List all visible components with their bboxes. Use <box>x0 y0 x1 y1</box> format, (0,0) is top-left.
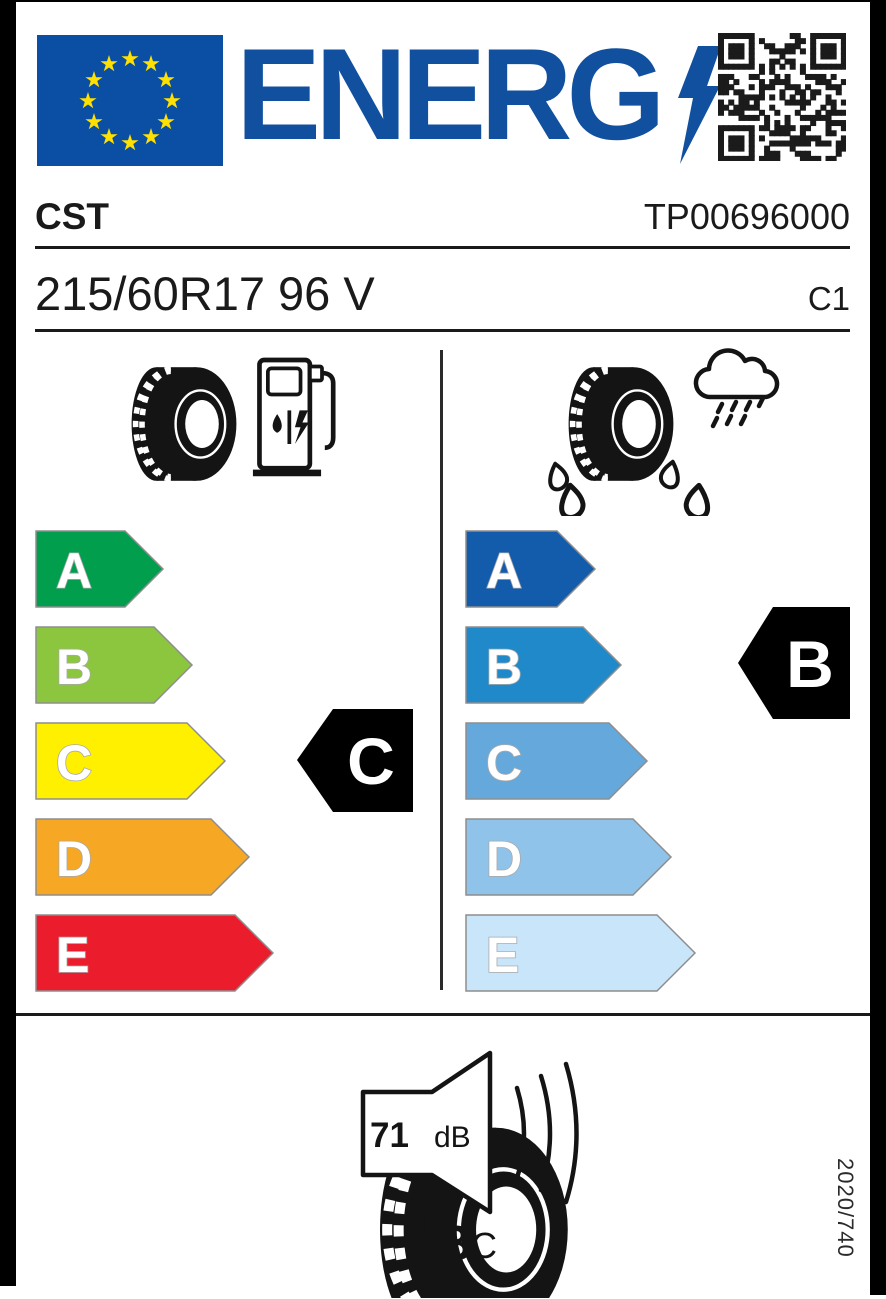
divider-line <box>35 246 850 249</box>
fuel-rating-badge <box>297 708 414 813</box>
noise-class-c: C <box>471 1225 497 1266</box>
brand-row <box>35 196 850 238</box>
label-border-left <box>0 0 16 1286</box>
tire-class: C1 <box>807 280 850 317</box>
svg-text:E: E <box>486 927 520 983</box>
noise-section <box>280 1048 690 1298</box>
tire-size: 215/60R17 96 V <box>35 267 375 320</box>
wet-grip-scale <box>465 530 697 1010</box>
svg-text:E: E <box>56 927 90 983</box>
svg-text:A: A <box>56 543 93 599</box>
label-border-top <box>0 0 886 2</box>
wet-scale-arrow-b <box>465 626 623 704</box>
water-splash-icon <box>537 452 717 516</box>
column-divider <box>440 350 443 990</box>
noise-unit: dB <box>434 1121 471 1154</box>
svg-text:C: C <box>486 735 523 791</box>
noise-value: 71 <box>370 1116 409 1155</box>
svg-text:D: D <box>56 831 93 887</box>
svg-text:C: C <box>56 735 93 791</box>
wet-scale-arrow-c <box>465 722 649 800</box>
fuel-scale-arrow-e <box>35 914 275 992</box>
eu-flag <box>37 35 223 166</box>
rain-cloud-icon <box>686 346 786 438</box>
wet-scale-arrow-a <box>465 530 597 608</box>
brand-name: CST <box>35 196 109 237</box>
energ-logo <box>236 21 724 167</box>
fuel-efficiency-scale <box>35 530 275 1010</box>
svg-text:B: B <box>486 639 523 695</box>
fuel-scale-arrow-a <box>35 530 165 608</box>
qr-code <box>718 33 846 161</box>
regulation-number: 2020/740 <box>833 1158 858 1258</box>
fuel-pump-icon <box>252 350 336 482</box>
noise-class-a: A <box>411 1225 436 1266</box>
wet-scale-arrow-d <box>465 818 673 896</box>
fuel-scale-arrow-b <box>35 626 194 704</box>
product-code: TP00696000 <box>643 196 850 237</box>
tire-size-row <box>35 266 850 321</box>
svg-text:C: C <box>347 724 395 798</box>
noise-class-b: B <box>436 1215 473 1271</box>
fuel-scale-arrow-c <box>35 722 227 800</box>
fuel-scale-arrow-d <box>35 818 251 896</box>
lightning-bolt-icon <box>674 46 724 168</box>
tire-icon <box>126 364 238 484</box>
wet-scale-arrow-e <box>465 914 697 992</box>
wet-rating-badge <box>738 606 851 720</box>
svg-text:B: B <box>56 639 93 695</box>
energ-logo-text: ENERG <box>236 21 660 167</box>
divider-line <box>35 329 850 332</box>
svg-text:A: A <box>486 543 523 599</box>
svg-text:D: D <box>486 831 523 887</box>
label-border-right <box>870 0 886 1295</box>
divider-line <box>16 1013 870 1016</box>
svg-text:B: B <box>786 627 834 701</box>
